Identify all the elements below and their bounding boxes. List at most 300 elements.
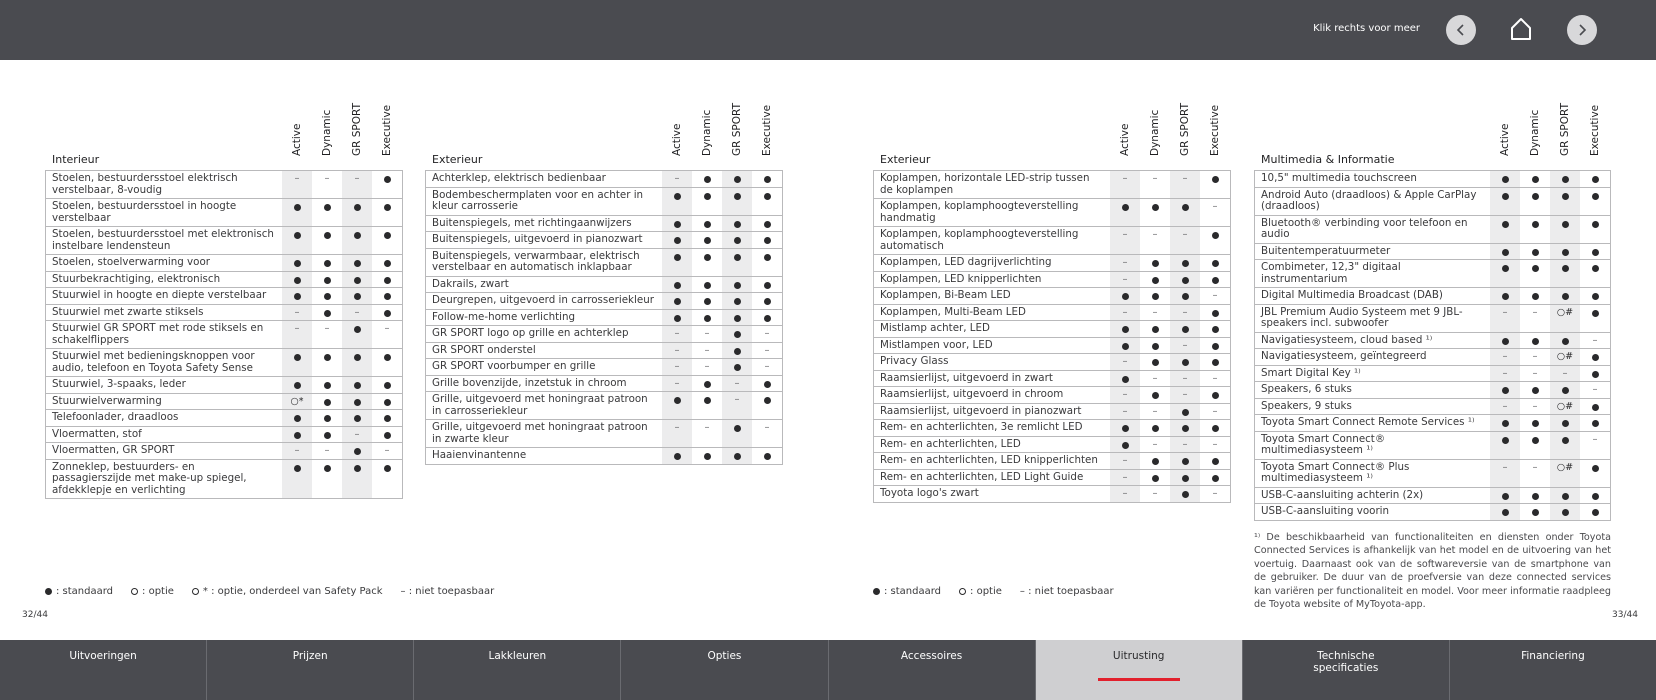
row-cell [312,171,342,198]
column-header [1200,106,1230,168]
row-cell [342,377,372,393]
tab-financiering[interactable] [1450,640,1656,700]
row-label: Koplampen, LED knipperlichten [880,272,1042,285]
row-cell [1550,288,1580,304]
not-applicable-dash: – [1502,351,1508,362]
row-label: GR SPORT onderstel [432,343,536,356]
standard-dot-icon [1562,293,1569,300]
row-cell [372,288,402,304]
row-cell [1200,255,1230,271]
row-cell [342,394,372,410]
row-cell [1140,171,1170,198]
standard-dot-icon [1562,193,1569,200]
row-cell [1140,437,1170,453]
row-cell [1170,371,1200,387]
row-cell [1110,486,1140,502]
row-cell [1200,321,1230,337]
table-row [1255,381,1610,398]
standard-dot-icon [1152,458,1159,465]
standard-dot-icon [764,254,771,261]
table-row [1255,215,1610,243]
standard-dot-icon [1122,293,1129,300]
table-row [426,309,782,326]
row-cell [722,216,752,232]
row-label: Smart Digital Key ¹⁾ [1261,366,1361,379]
row-label: USB-C-aansluiting achterin (2x) [1261,488,1424,501]
standard-dot-icon [1592,465,1599,472]
row-cell [1170,305,1200,321]
column-header-label: Dynamic [701,109,713,156]
standard-dot-icon [734,364,741,371]
row-cell [312,272,342,288]
row-cell [692,359,722,375]
dot-icon [45,588,52,595]
table-row [46,254,402,271]
table-row [1255,459,1610,487]
standard-dot-icon [384,232,391,239]
row-cell [722,392,752,419]
row-cell [312,427,342,443]
row-cell [1200,338,1230,354]
row-cell [372,199,402,226]
row-cell [282,305,312,321]
standard-dot-icon [354,326,361,333]
table-row [1255,487,1610,504]
table-row [426,391,782,419]
table-row [1255,414,1610,431]
row-cell [722,310,752,326]
row-cell [342,321,372,348]
column-header [312,106,342,168]
tab-label: Accessoires [900,650,963,662]
table-title: Multimedia & Informatie [1261,153,1395,166]
row-cell [372,305,402,321]
table-row [426,248,782,276]
row-cell [1200,437,1230,453]
row-cell [752,448,782,464]
legend-standard: : standaard [45,586,113,597]
standard-dot-icon [1212,326,1219,333]
not-applicable-dash: – [1182,306,1188,318]
row-cell [1110,437,1140,453]
tab-accessoires[interactable] [829,640,1036,700]
tab-lakkleuren[interactable] [414,640,621,700]
row-label: Bodembeschermplaten voor en achter in kleur carrosserie [432,188,644,212]
row-cell [1490,415,1520,431]
row-cell [692,326,722,342]
row-cell [1580,288,1610,304]
row-label: Stuurwiel GR SPORT met rode stiksels en schakelflippers [52,322,264,346]
next-page-button[interactable] [1567,15,1597,45]
standard-dot-icon [734,348,741,355]
row-cell [342,443,372,459]
standard-dot-icon [294,354,301,361]
not-applicable-dash: – [354,173,360,184]
standard-dot-icon [324,399,331,406]
table-row [46,304,402,321]
row-cell [342,255,372,271]
row-cell [342,272,372,288]
column-header-label: Active [291,123,303,156]
row-cell [1490,288,1520,304]
row-cell [282,321,312,348]
standard-dot-icon [1152,425,1159,432]
standard-dot-icon [704,381,711,388]
table-row [874,370,1230,387]
previous-page-button[interactable] [1446,15,1476,45]
standard-dot-icon [1182,458,1189,465]
standard-dot-icon [384,354,391,361]
standard-dot-icon [1182,359,1189,366]
standard-dot-icon [674,282,681,289]
row-cell [1550,333,1580,349]
row-cell [1170,387,1200,403]
standard-dot-icon [384,204,391,211]
row-cell [282,410,312,426]
table-row [1255,259,1610,287]
standard-dot-icon [1532,249,1539,256]
column-header-label: Executive [1209,104,1221,156]
legend-option: : optie [959,586,1002,597]
row-cell [282,199,312,226]
not-applicable-dash: – [674,377,680,389]
standard-dot-icon [1532,437,1539,444]
row-cell [372,410,402,426]
not-applicable-dash: – [1212,488,1218,499]
row-cell [1110,453,1140,469]
not-applicable-dash: – [1532,367,1538,379]
row-cell [1170,420,1200,436]
row-cell [1490,432,1520,459]
row-label: Stoelen, bestuurdersstoel in hoogte verstelbaar [52,200,237,224]
standard-dot-icon [764,453,771,460]
row-cell [1170,171,1200,198]
option-circle-icon: ○# [1556,461,1574,473]
not-applicable-dash: – [1152,372,1158,384]
standard-dot-icon [1152,326,1159,333]
row-cell [1490,171,1520,187]
navigation-hint: Klik rechts voor meer [1313,23,1420,34]
not-applicable-dash: – [1122,173,1128,184]
row-cell [312,377,342,393]
table-header [45,103,403,170]
row-cell [1520,415,1550,431]
row-label: Mistlamp achter, LED [880,322,990,334]
row-cell [1140,199,1170,226]
row-cell [282,272,312,288]
table-row [1255,304,1610,332]
standard-dot-icon [1592,193,1599,200]
row-cell [1490,349,1520,365]
row-cell [1200,470,1230,486]
row-cell [662,171,692,187]
column-header [342,103,372,168]
row-label: Stuurwielverwarming [52,394,162,407]
row-label: Buitenspiegels, met richtingaanwijzers [432,216,632,229]
table-row [1255,503,1610,520]
tab-prijzen[interactable] [207,640,414,700]
bottom-navigation [0,640,1656,700]
standard-dot-icon [1532,338,1539,345]
standard-dot-icon [1182,491,1189,498]
table-row [874,320,1230,337]
standard-dot-icon [294,204,301,211]
row-cell [1520,171,1550,187]
not-applicable-dash: – [1212,372,1218,384]
table-body [1254,170,1611,521]
row-cell [692,420,722,447]
row-cell [752,310,782,326]
table-row [874,452,1230,469]
standard-dot-icon [354,204,361,211]
legend-left [45,586,494,597]
column-header-label: Executive [381,104,393,156]
row-label: Rem- en achterlichten, LED knipperlichten [880,454,1098,466]
not-applicable-dash: – [764,422,770,433]
not-applicable-dash: – [1212,201,1218,212]
not-applicable-dash: – [1182,339,1188,351]
not-applicable-dash: – [674,361,680,372]
row-label: Rem- en achterlichten, LED Light Guide [880,470,1084,483]
not-applicable-dash: – [1592,384,1598,395]
active-tab-indicator [1098,678,1180,681]
table-row [426,447,782,464]
tab-opties[interactable] [621,640,828,700]
column-header-label: GR SPORT [1179,103,1191,156]
standard-dot-icon [1502,387,1509,394]
standard-dot-icon [1182,277,1189,284]
circle-icon [192,588,199,595]
row-cell [372,443,402,459]
not-applicable-dash: – [674,422,680,433]
row-label: Koplampen, Multi-Beam LED [880,305,1026,318]
option-circle-icon: ○# [1556,351,1574,362]
table-row [46,426,402,443]
standard-dot-icon [294,260,301,267]
standard-dot-icon [734,221,741,228]
row-cell [1580,216,1610,243]
standard-dot-icon [734,254,741,261]
row-label: Haaienvinantenne [432,449,527,461]
not-applicable-dash: – [1122,257,1128,268]
row-cell [1490,504,1520,520]
row-cell [1170,321,1200,337]
legend-option: : optie [131,586,174,597]
not-applicable-dash: – [354,306,360,318]
standard-dot-icon [674,453,681,460]
row-cell [1580,333,1610,349]
row-cell [1520,432,1550,459]
row-cell [662,277,692,293]
standard-dot-icon [704,315,711,322]
standard-dot-icon [384,277,391,284]
row-cell [1490,366,1520,382]
table-body [873,170,1231,503]
row-cell [1550,488,1580,504]
not-applicable-dash: – [704,328,710,339]
row-label: Koplampen, Bi-Beam LED [880,289,1011,301]
interior-table [45,103,403,499]
row-label: Follow-me-home verlichting [432,310,576,323]
not-applicable-dash: – [384,323,390,334]
standard-dot-icon [1592,493,1599,500]
standard-dot-icon [1122,425,1129,432]
row-cell [282,171,312,198]
standard-dot-icon [764,221,771,228]
standard-dot-icon [1532,265,1539,272]
row-label: Raamsierlijst, uitgevoerd in chroom [880,388,1064,400]
standard-dot-icon [704,221,711,228]
row-cell [752,277,782,293]
standard-dot-icon [1152,260,1159,267]
standard-dot-icon [354,260,361,267]
row-cell [342,427,372,443]
not-applicable-dash: – [734,377,740,389]
option-circle-icon: ○# [1556,306,1574,318]
table-row [874,419,1230,436]
standard-dot-icon [324,293,331,300]
column-header [662,106,692,168]
footnote: ¹⁾ De beschikbaarheid van functionaliteiten en diensten onder Toyota Connected Services is afhankelijk van het model en de uitvoering van het voertuig. Daarnaast ook van de softwareversie van de smartphone van de gebruiker. De duur van de proefversie van deze connected services kan variëren per functionaliteit en model. Voor meer informatie raadpleeg de Toyota website of MyToyota-app. [1254,532,1611,611]
row-cell [372,255,402,271]
tab-technische-specificaties[interactable] [1243,640,1450,700]
table-row [1255,398,1610,415]
tab-uitrusting[interactable] [1036,640,1243,700]
not-applicable-dash: – [294,173,300,184]
not-applicable-dash: – [294,306,300,318]
not-applicable-dash: – [1122,488,1128,499]
standard-dot-icon [1152,204,1159,211]
table-row [874,304,1230,321]
not-applicable-dash: – [674,173,680,184]
row-cell [1110,371,1140,387]
not-applicable-dash: – [1122,389,1128,400]
row-cell [1490,382,1520,398]
home-button[interactable] [1508,16,1534,42]
row-cell [1200,404,1230,420]
not-applicable-dash: – [1182,372,1188,384]
row-cell [282,460,312,499]
column-header [752,106,782,168]
row-cell [1170,272,1200,288]
row-cell [662,310,692,326]
not-applicable-dash: – [354,428,360,440]
row-cell [1200,199,1230,226]
standard-dot-icon [734,331,741,338]
standard-dot-icon [384,432,391,439]
row-cell [1490,216,1520,243]
standard-dot-icon [1562,387,1569,394]
table-body [45,170,403,499]
standard-dot-icon [1182,204,1189,211]
row-cell [752,293,782,309]
row-cell [1170,199,1200,226]
column-header-label: Dynamic [1149,109,1161,156]
not-applicable-dash: – [1502,306,1508,318]
table-title: Exterieur [880,153,931,166]
standard-dot-icon [354,415,361,422]
standard-dot-icon [1212,458,1219,465]
exterior-table-left [425,103,783,465]
column-header-label: Executive [761,104,773,156]
row-label: Speakers, 6 stuks [1261,383,1352,395]
standard-dot-icon [384,310,391,317]
standard-dot-icon [1532,420,1539,427]
row-cell [1170,227,1200,254]
tab-label: Lakkleuren [488,650,547,662]
row-label: Grille bovenzijde, inzetstuk in chroom [432,376,627,389]
standard-dot-icon [1532,221,1539,228]
row-label: Grille, uitgevoerd met honingraat patroon in zwarte kleur [432,421,648,445]
standard-dot-icon [294,293,301,300]
row-cell [1110,420,1140,436]
row-label: Navigatiesysteem, geïntegreerd [1261,350,1427,362]
row-cell [752,216,782,232]
column-header [722,103,752,168]
row-cell [372,272,402,288]
standard-dot-icon [324,277,331,284]
row-cell [1520,216,1550,243]
row-cell [312,288,342,304]
row-cell [722,326,752,342]
row-cell [1580,260,1610,287]
row-cell [752,359,782,375]
row-cell [1490,333,1520,349]
row-cell [752,249,782,276]
table-row [874,171,1230,198]
standard-dot-icon [324,354,331,361]
row-label: Toyota Smart Connect® multimediasysteem ¹⁾ [1261,432,1386,456]
row-cell [312,321,342,348]
row-cell [722,376,752,392]
not-applicable-dash: – [1152,438,1158,450]
chevron-left-icon [1454,23,1468,37]
table-title: Interieur [52,153,100,166]
standard-dot-icon [764,193,771,200]
row-cell [1110,227,1140,254]
row-cell [372,321,402,348]
standard-dot-icon [674,193,681,200]
standard-dot-icon [1152,343,1159,350]
not-applicable-dash: – [1152,405,1158,417]
not-applicable-dash: – [1122,306,1128,318]
row-cell [1140,453,1170,469]
row-cell [1110,387,1140,403]
row-cell [692,216,722,232]
column-header [1170,103,1200,168]
row-cell [1520,288,1550,304]
column-header-label: Active [1119,123,1131,156]
standard-dot-icon [1152,359,1159,366]
standard-dot-icon [1122,376,1129,383]
not-applicable-dash: – [1182,173,1188,184]
standard-dot-icon [704,254,711,261]
standard-dot-icon [354,465,361,472]
standard-dot-icon [294,277,301,284]
row-cell [312,443,342,459]
standard-dot-icon [734,425,741,432]
table-row [46,320,402,348]
row-cell [1140,255,1170,271]
table-row [46,171,402,198]
not-applicable-dash: – [1532,400,1538,412]
standard-dot-icon [1182,260,1189,267]
tab-uitvoeringen[interactable] [0,640,207,700]
not-applicable-dash: – [1152,229,1158,240]
row-cell [1200,486,1230,502]
row-cell [662,376,692,392]
dot-icon [873,588,880,595]
